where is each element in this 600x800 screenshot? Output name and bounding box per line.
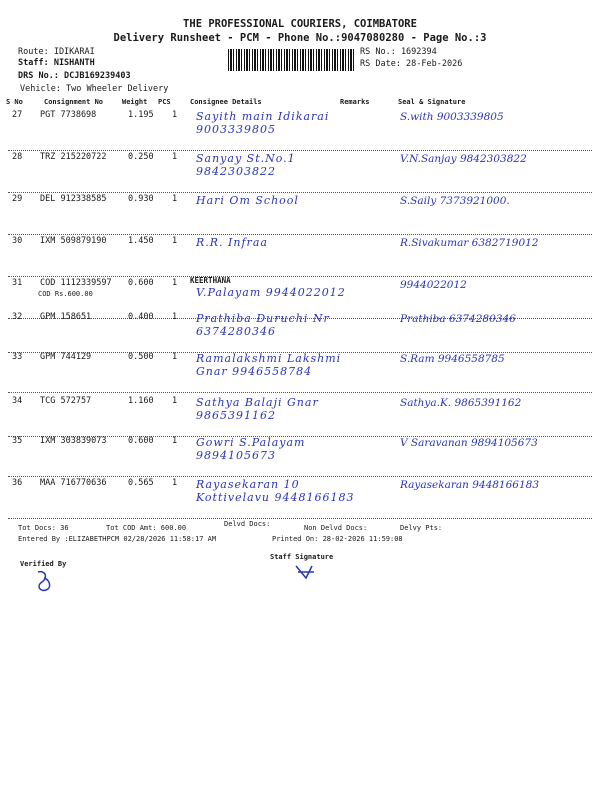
route-label: Route: IDIKARAI xyxy=(18,47,95,57)
consignment-number: PGT 7738698 xyxy=(40,110,97,120)
handwritten-signature: S.Ram 9946558785 xyxy=(400,353,505,365)
weight-value: 0.500 xyxy=(128,352,154,362)
staff-label: Staff: NISHANTH xyxy=(18,58,95,68)
consignment-number: TRZ 215220722 xyxy=(40,152,107,162)
row-sno: 31 xyxy=(12,278,23,288)
weight-value: 1.450 xyxy=(128,236,154,246)
row-sno: 28 xyxy=(12,152,23,162)
consignment-number: IXM 509879190 xyxy=(40,236,107,246)
row-divider xyxy=(8,476,592,477)
staff-signature-mark xyxy=(292,562,320,582)
rs-number: RS No.: 1692394 xyxy=(360,47,437,57)
pieces-count: 1 xyxy=(172,110,178,120)
weight-value: 0.565 xyxy=(128,478,154,488)
pieces-count: 1 xyxy=(172,278,178,288)
non-delivered-docs: Non Delvd Docs: xyxy=(304,524,368,532)
consignment-number: DEL 912338585 xyxy=(40,194,107,204)
col-seal: Seal & Signature xyxy=(398,98,466,106)
handwritten-signature: R.Sivakumar 6382719012 xyxy=(400,237,539,249)
handwritten-signature: Rayasekaran 9448166183 xyxy=(400,479,540,491)
pieces-count: 1 xyxy=(172,478,178,488)
drs-number: DRS No.: DCJB169239403 xyxy=(18,71,131,81)
handwritten-consignee: Prathiba Duruchi Nr 6374280346 xyxy=(196,312,330,338)
runsheet-title: Delivery Runsheet - PCM - Phone No.:9047080280 - Page No.:3 xyxy=(113,32,487,44)
rs-date: RS Date: 28-Feb-2026 xyxy=(360,59,463,69)
staff-signature-label: Staff Signature xyxy=(270,553,334,561)
handwritten-signature: S.with 9003339805 xyxy=(400,111,504,123)
cod-amount: COD Rs.600.00 xyxy=(38,290,93,298)
handwritten-consignee: Sanyay St.No.1 9842303822 xyxy=(196,152,296,178)
verifier-signature xyxy=(30,568,60,596)
consignment-number: GPM 744129 xyxy=(40,352,92,362)
pieces-count: 1 xyxy=(172,194,178,204)
weight-value: 0.600 xyxy=(128,436,154,446)
col-consignee: Consignee Details xyxy=(190,98,262,106)
delivered-docs: Delvd Docs: xyxy=(224,520,271,528)
consignee-name: KEERTHANA xyxy=(190,276,231,285)
weight-value: 0.600 xyxy=(128,278,154,288)
row-sno: 34 xyxy=(12,396,23,406)
handwritten-signature: Sathya.K. 9865391162 xyxy=(400,397,522,409)
barcode xyxy=(228,49,356,71)
row-sno: 35 xyxy=(12,436,23,446)
consignment-number: GPM 158651 xyxy=(40,312,92,322)
vehicle-label: Vehicle: Two Wheeler Delivery xyxy=(20,84,169,94)
row-divider xyxy=(8,192,592,193)
weight-value: 0.400 xyxy=(128,312,154,322)
col-pcs: PCS xyxy=(158,98,171,106)
row-sno: 33 xyxy=(12,352,23,362)
row-divider xyxy=(8,150,592,151)
col-weight: Weight xyxy=(122,98,148,106)
entered-by: Entered By :ELIZABETHPCM 02/28/2026 11:58:17 AM xyxy=(18,535,217,543)
handwritten-consignee: V.Palayam 9944022012 xyxy=(196,286,346,299)
row-sno: 30 xyxy=(12,236,23,246)
handwritten-consignee: Gowri S.Palayam 9894105673 xyxy=(196,436,306,462)
pieces-count: 1 xyxy=(172,312,178,322)
consignment-number: TCG 572757 xyxy=(40,396,92,406)
handwritten-consignee: Sathya Balaji Gnar 9865391162 xyxy=(196,396,319,422)
row-sno: 29 xyxy=(12,194,23,204)
row-divider xyxy=(8,518,592,519)
pieces-count: 1 xyxy=(172,352,178,362)
consignment-number: COD 1112339597 xyxy=(40,278,112,288)
col-remarks: Remarks xyxy=(340,98,370,106)
handwritten-signature: S.Saily 7373921000. xyxy=(400,195,510,207)
pieces-count: 1 xyxy=(172,152,178,162)
consignment-number: IXM 303839073 xyxy=(40,436,107,446)
row-sno: 27 xyxy=(12,110,23,120)
row-divider xyxy=(8,234,592,235)
handwritten-consignee: Hari Om School xyxy=(196,194,299,207)
row-sno: 36 xyxy=(12,478,23,488)
handwritten-consignee: Rayasekaran 10 Kottivelavu 9448166183 xyxy=(196,478,355,504)
handwritten-consignee: R.R. Infraa xyxy=(196,236,268,249)
col-sno: S No xyxy=(6,98,23,106)
consignment-number: MAA 716770636 xyxy=(40,478,107,488)
col-consignment: Consignment No xyxy=(44,98,104,106)
company-name: THE PROFESSIONAL COURIERS, COIMBATORE xyxy=(183,18,417,30)
weight-value: 0.250 xyxy=(128,152,154,162)
pieces-count: 1 xyxy=(172,236,178,246)
total-docs: Tot Docs: 36 xyxy=(18,524,69,532)
pieces-count: 1 xyxy=(172,436,178,446)
handwritten-signature: 9944022012 xyxy=(400,279,467,291)
weight-value: 1.195 xyxy=(128,110,154,120)
printed-on: Printed On: 28-02-2026 11:59:08 xyxy=(272,535,403,543)
delivery-points: Delvy Pts: xyxy=(400,524,443,532)
handwritten-signature: V.N.Sanjay 9842303822 xyxy=(400,153,527,165)
row-divider xyxy=(8,276,592,277)
row-divider xyxy=(8,392,592,393)
weight-value: 1.160 xyxy=(128,396,154,406)
handwritten-signature: Prathiba 6374280346 xyxy=(400,313,516,325)
total-cod-amount: Tot COD Amt: 600.00 xyxy=(106,524,187,532)
weight-value: 0.930 xyxy=(128,194,154,204)
handwritten-signature: V Saravanan 9894105673 xyxy=(400,437,538,449)
pieces-count: 1 xyxy=(172,396,178,406)
handwritten-consignee: Ramalakshmi Lakshmi Gnar 9946558784 xyxy=(196,352,342,378)
handwritten-consignee: Sayith main Idikarai 9003339805 xyxy=(196,110,330,136)
row-sno: 32 xyxy=(12,312,23,322)
verified-by-label: Verified By xyxy=(20,560,67,568)
